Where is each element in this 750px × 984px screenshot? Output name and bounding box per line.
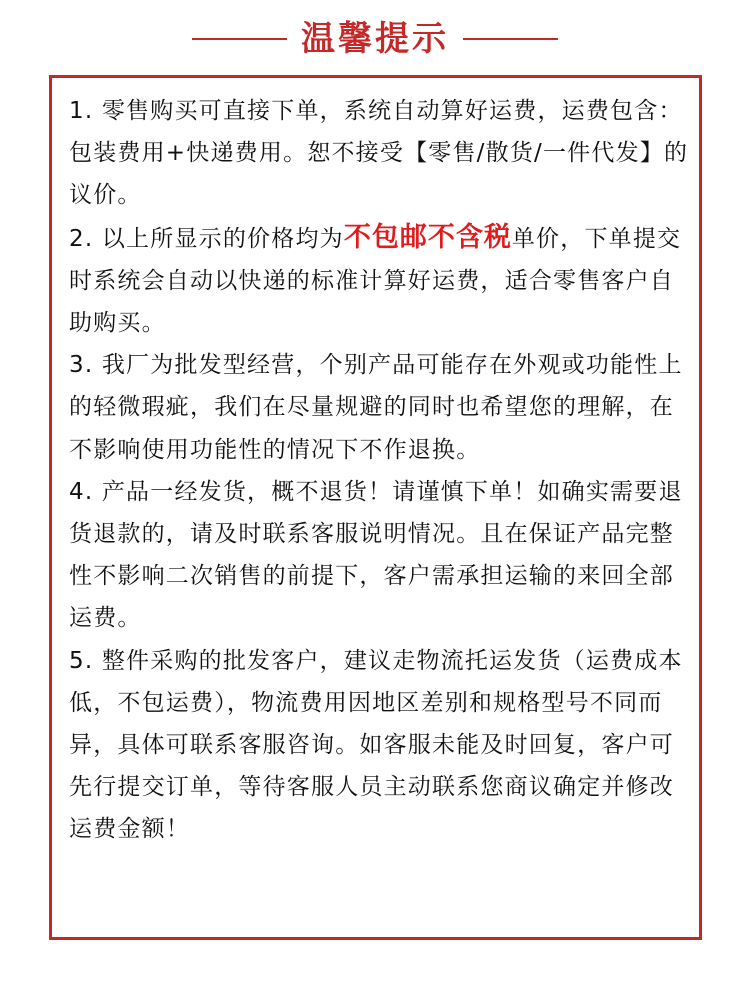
page-title: 温馨提示 [301,19,449,59]
notice-box [49,75,702,940]
notice-item-2-text-after: 单价，下单提交时系统会自动以快递的标准计算好运费，适合零售客户自助购买。 [69,225,682,337]
title-left-rule [192,38,287,40]
notice-item-2-text-before: 2. 以上所显示的价格均为 [69,225,344,252]
price-highlight: 不包邮不含税 [343,221,512,253]
header [0,12,750,66]
notice-item-5: 5. 整件采购的批发客户，建议走物流托运发货（运费成本低，不包运费），物流费用因地区差别和规格型号不同而异，具体可联系客服咨询。如客服未能及时回复，客户可先行提交订单，等待客服人员主动联系您商议确定并修改运费金额！ [69,647,683,843]
notice-item-3: 3. 我厂为批发型经营，个别产品可能存在外观或功能性上的轻微瑕疵，我们在尽量规避的同时也希望您的理解，在不影响使用功能性的情况下不作退换。 [69,352,683,463]
notice-item-1: 1. 零售购买可直接下单，系统自动算好运费，运费包含：包装费用+快递费用。恕不接受【零售/散货/一件代发】的议价。 [69,98,689,209]
notice-content [69,90,689,851]
notice-item-2 [69,217,689,345]
notice-item-4: 4. 产品一经发货，概不退货！请谨慎下单！如确实需要退货退款的，请及时联系客服说明情况。且在保证产品完整性不影响二次销售的前提下，客户需承担运输的来回全部运费。 [69,478,683,632]
title-right-rule [463,38,558,40]
